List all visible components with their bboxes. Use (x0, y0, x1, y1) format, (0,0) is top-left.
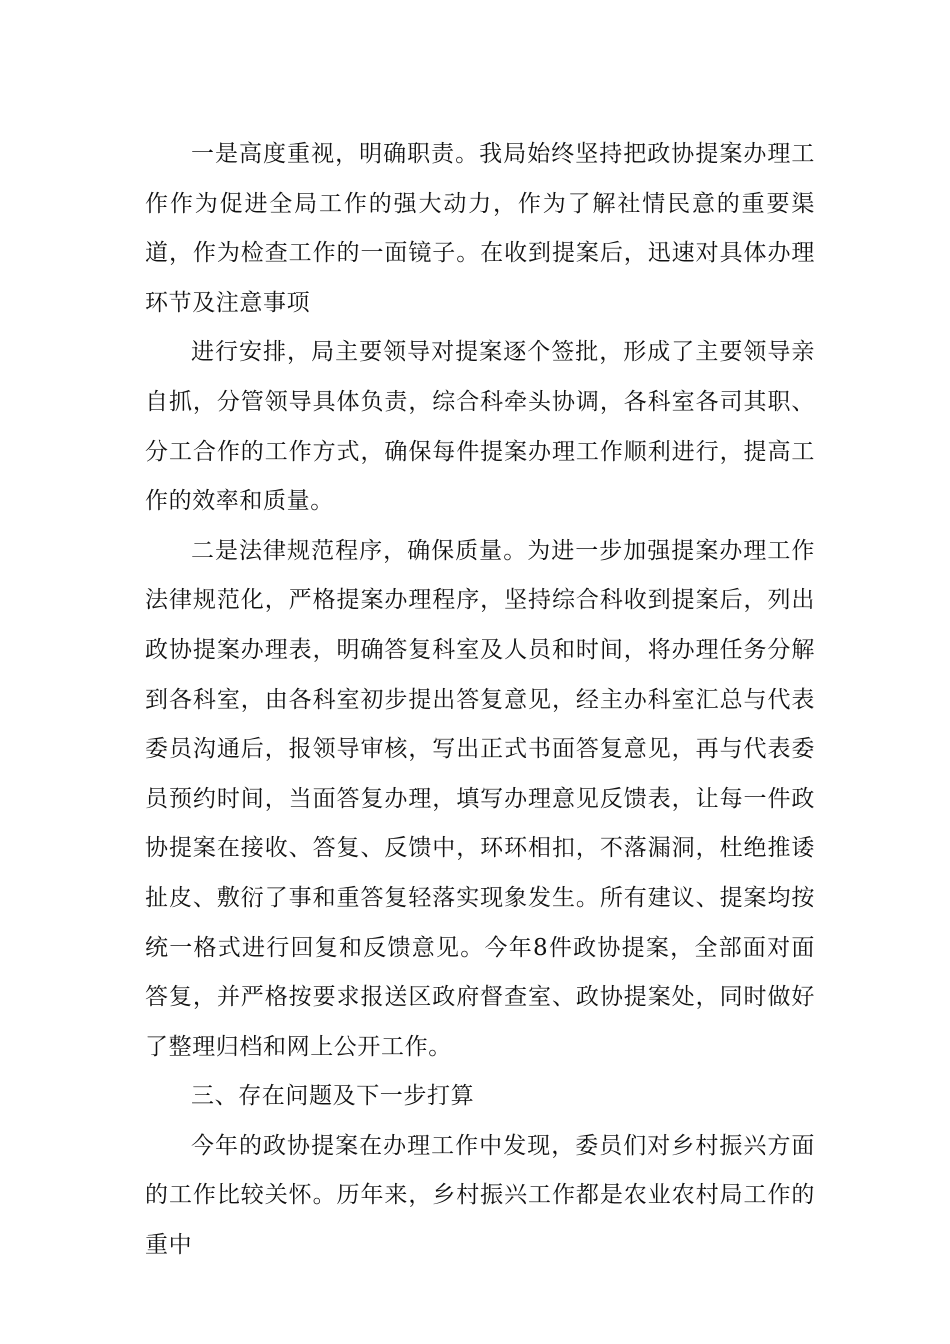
paragraph-procedure: 二是法律规范程序，确保质量。为进一步加强提案办理工作法律规范化，严格提案办理程序，坚持综合科收到提案后，列出政协提案办理表，明确答复科室及人员和时间，将办理任务分解到各科室，由各科室初步提出答复意见，经主办科室汇总与代表委员沟通后，报领导审核，写出正式书面答复意见，再与代表委员预约时间，当面答复办理，填写办理意见反馈表，让每一件政协提案在接收、答复、反馈中，环环相扣，不落漏洞，杜绝推诿扯皮、敷衍了事和重答复轻落实现象发生。所有建议、提案均按统一格式进行回复和反馈意见。今年8件政协提案，全部面对面答复，并严格按要求报送区政府督查室、政协提案处，同时做好了整理归档和网上公开工作。 (145, 537, 815, 1060)
paragraph-problems: 今年的政协提案在办理工作中发现，委员们对乡村振兴方面的工作比较关怀。历年来，乡村振兴工作都是农业农村局工作的重中 (145, 1132, 815, 1259)
document-body (145, 130, 815, 1271)
paragraph-priority: 一是高度重视，明确职责。我局始终坚持把政协提案办理工作作为促进全局工作的强大动力，作为了解社情民意的重要渠道，作为检查工作的一面镜子。在收到提案后，迅速对具体办理环节及注意事项 (145, 141, 815, 316)
paragraph-arrangement: 进行安排，局主要领导对提案逐个签批，形成了主要领导亲自抓，分管领导具体负责，综合科牵头协调，各科室各司其职、分工合作的工作方式，确保每件提案办理工作顺利进行，提高工作的效率和质量。 (145, 339, 815, 515)
section-heading: 三、存在问题及下一步打算 (191, 1083, 475, 1110)
